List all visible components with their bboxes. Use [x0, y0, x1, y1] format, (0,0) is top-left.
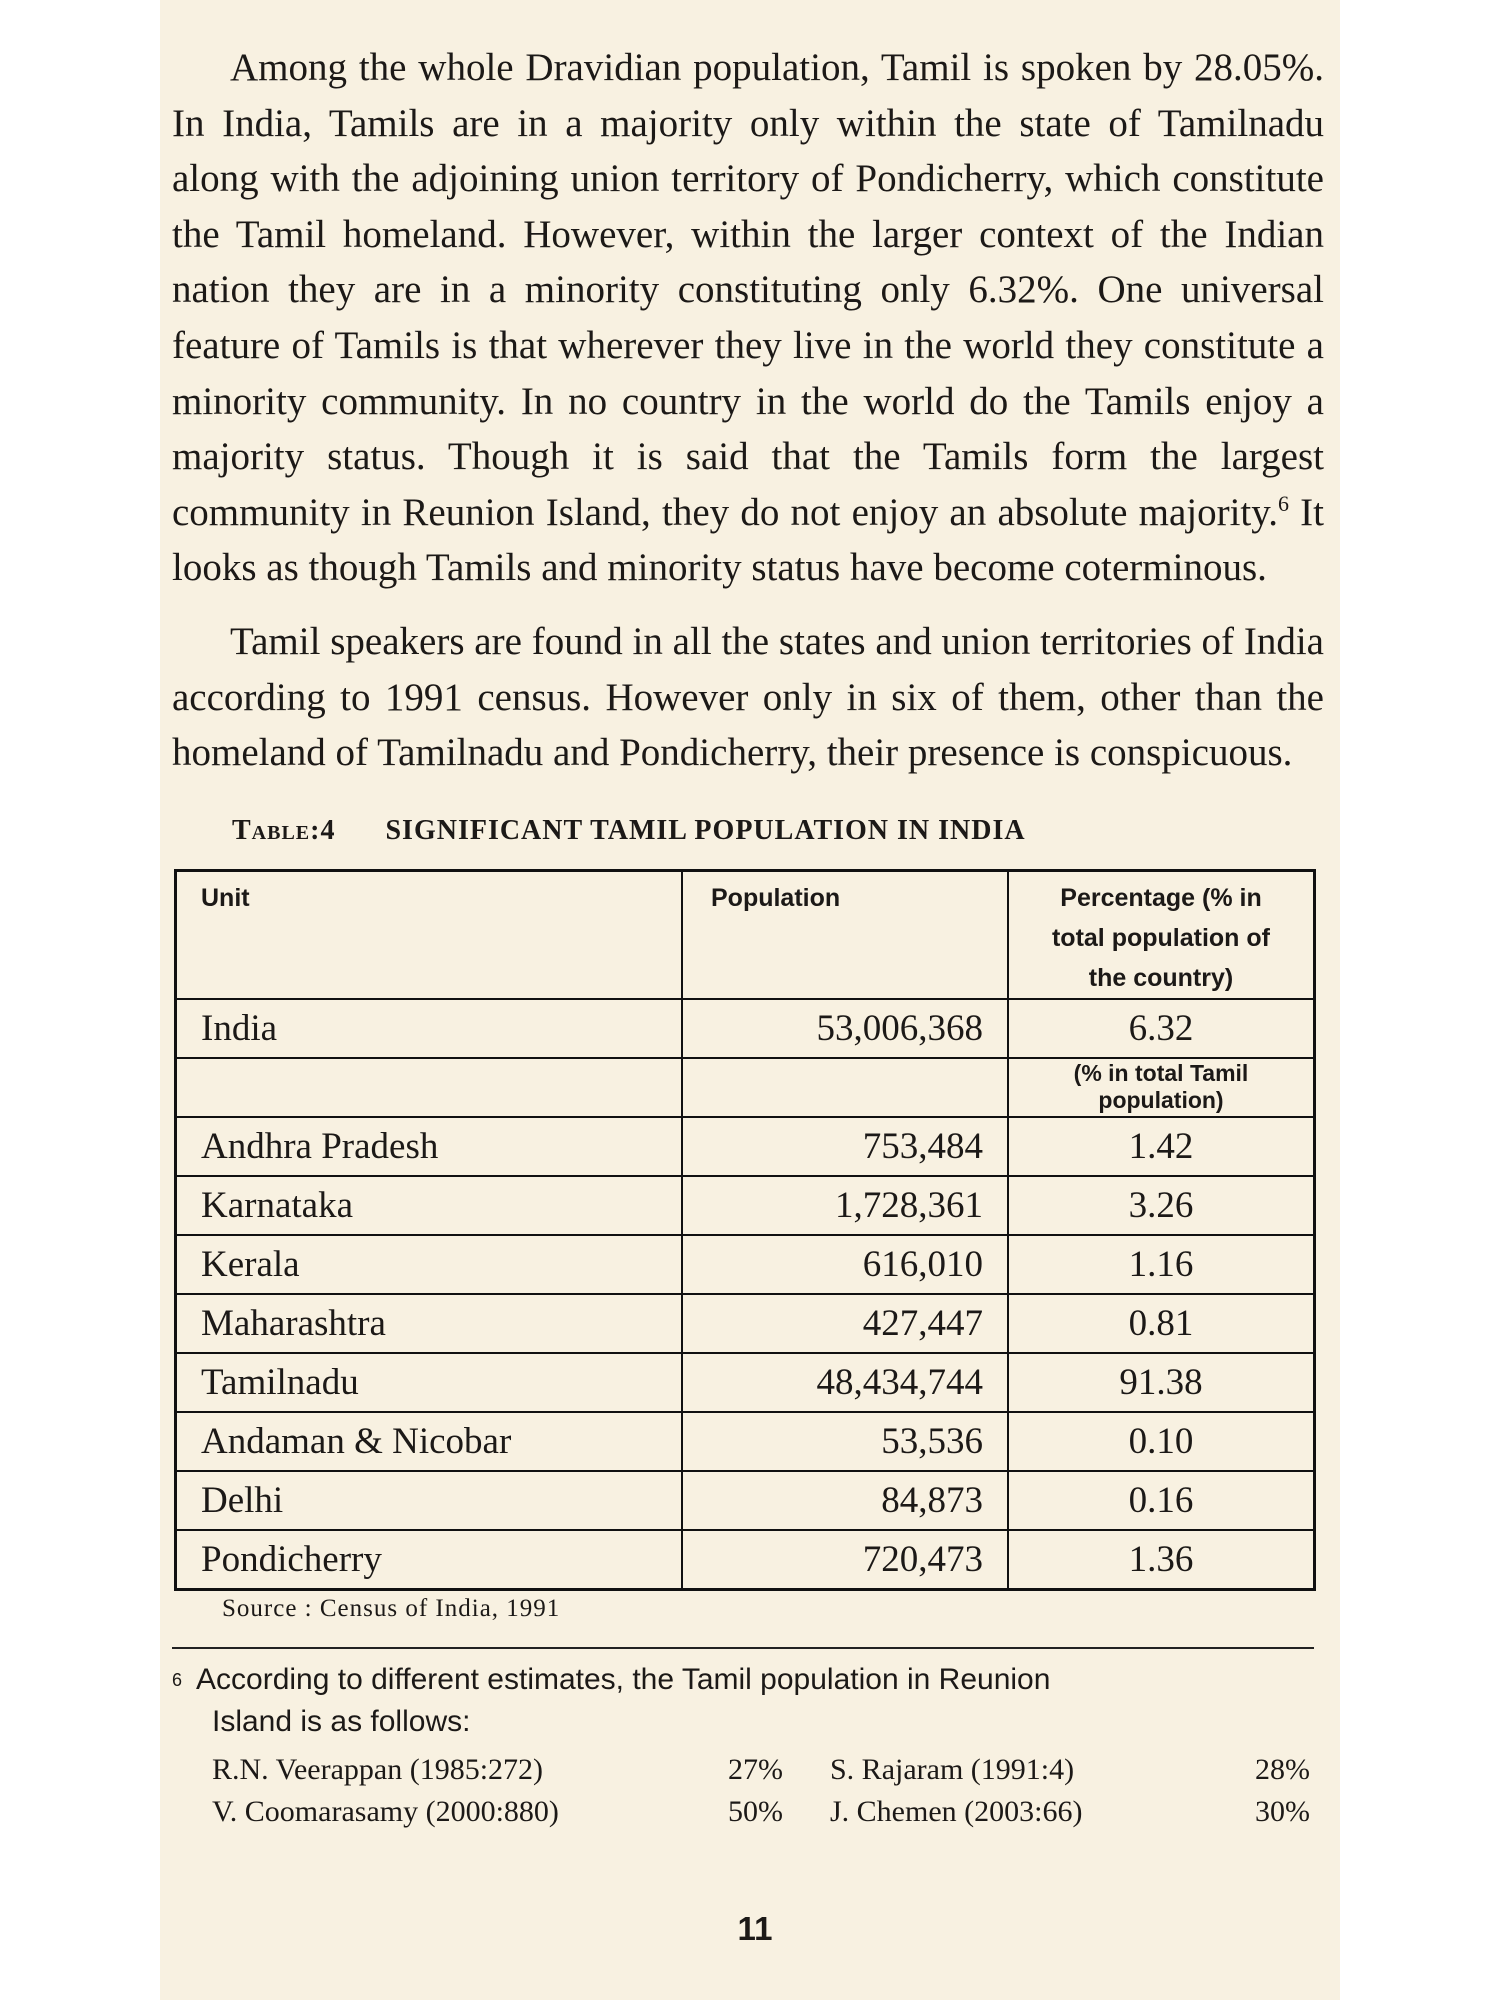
- estimate-source: S. Rajaram (1991:4): [830, 1752, 1075, 1786]
- cell-unit: India: [176, 999, 683, 1058]
- cell-percentage: 1.16: [1008, 1235, 1315, 1294]
- cell-percentage: 1.42: [1008, 1117, 1315, 1176]
- cell-unit: Maharashtra: [176, 1294, 683, 1353]
- page-body: [172, 40, 1324, 1833]
- estimates-list: [172, 1749, 1324, 1833]
- table-header-row: [176, 870, 1315, 999]
- cell-percentage: 3.26: [1008, 1176, 1315, 1235]
- cell-population: 53,006,368: [682, 999, 1008, 1058]
- cell-population: 48,434,744: [682, 1353, 1008, 1412]
- table-row: [176, 1117, 1315, 1176]
- estimate-source: V. Coomarasamy (2000:880): [212, 1794, 559, 1828]
- cell-percentage: 6.32: [1008, 999, 1315, 1058]
- estimate-value: 27%: [728, 1752, 783, 1786]
- cell-percentage: 91.38: [1008, 1353, 1315, 1412]
- footnote: [172, 1659, 1324, 1743]
- cell-population: 427,447: [682, 1294, 1008, 1353]
- paragraph-2: Tamil speakers are found in all the states and union territories of India according to 1991 census. However only in six of them, other than the homeland of Tamilnadu and Pondicherry, their presence is conspicuous.: [172, 619, 1324, 775]
- header-unit: Unit: [176, 870, 683, 999]
- table-row: [176, 1412, 1315, 1471]
- table-subheader-row: [176, 1058, 1315, 1117]
- table-row: [176, 1235, 1315, 1294]
- table-row-india: [176, 999, 1315, 1058]
- cell-unit: Andaman & Nicobar: [176, 1412, 683, 1471]
- cell-unit: Kerala: [176, 1235, 683, 1294]
- footnote-line-2: Island is as follows:: [212, 1704, 471, 1738]
- table-row: [176, 1471, 1315, 1530]
- header-percentage: Percentage (% in total population of the country): [1008, 870, 1315, 999]
- subheader-tamil-share: (% in total Tamil population): [1008, 1058, 1315, 1117]
- estimate-value: 50%: [728, 1794, 783, 1828]
- estimate-source: R.N. Veerappan (1985:272): [212, 1752, 544, 1786]
- page-number: 11: [737, 1910, 773, 1947]
- estimate-value: 30%: [1255, 1794, 1310, 1828]
- paragraph-1: Among the whole Dravidian population, Tamil is spoken by 28.05%. In India, Tamils are in a majority only within the state of Tamilnadu along with the adjoining union territory of Pondicherry, which constitute the Tamil homeland. However, within the larger context of the Indian nation they are in a minority constituting only 6.32%. One universal feature of Tamils is that wherever they live in the world they constitute a minority community. In no country in the world do the Tamils enjoy a majority status. Though it is said that the Tamils form the largest community in Reunion Island, they do not enjoy an absolute majority.$^6$ It looks as though Tamils and minority status have become coterminous.: [172, 46, 1325, 590]
- cell-percentage: 0.16: [1008, 1471, 1315, 1530]
- header-population: Population: [682, 870, 1008, 999]
- cell-unit: Andhra Pradesh: [176, 1117, 683, 1176]
- footnote-ref: 6: [1277, 490, 1289, 516]
- footnote-marker: 6: [172, 1669, 183, 1690]
- cell-population: 84,873: [682, 1471, 1008, 1530]
- cell-unit: Pondicherry: [176, 1530, 683, 1590]
- cell-percentage: 0.81: [1008, 1294, 1315, 1353]
- cell-unit: Tamilnadu: [176, 1353, 683, 1412]
- table-source: Source : Census of India, 1991: [222, 1594, 561, 1622]
- table-title: SIGNIFICANT TAMIL POPULATION IN INDIA: [385, 814, 1026, 846]
- cell-percentage: 1.36: [1008, 1530, 1315, 1590]
- cell-unit: Delhi: [176, 1471, 683, 1530]
- table-row: [176, 1294, 1315, 1353]
- estimate-row: [172, 1749, 1324, 1791]
- cell-percentage: 0.10: [1008, 1412, 1315, 1471]
- cell-population: 753,484: [682, 1117, 1008, 1176]
- footnote-divider: [172, 1647, 1314, 1649]
- cell-population: 616,010: [682, 1235, 1008, 1294]
- cell-population: 720,473: [682, 1530, 1008, 1590]
- footnote-line-1: According to different estimates, the Tamil population in Reunion: [196, 1662, 1051, 1696]
- table-row: [176, 1353, 1315, 1412]
- table-row: [176, 1176, 1315, 1235]
- estimate-value: 28%: [1255, 1752, 1310, 1786]
- table-row: [176, 1530, 1315, 1590]
- table-caption: [232, 809, 1324, 853]
- cell-population: 53,536: [682, 1412, 1008, 1471]
- table-label: Table:4: [232, 814, 336, 846]
- estimate-row: [172, 1791, 1324, 1833]
- cell-population: 1,728,361: [682, 1176, 1008, 1235]
- cell-unit: Karnataka: [176, 1176, 683, 1235]
- population-table: [174, 869, 1316, 1591]
- estimate-source: J. Chemen (2003:66): [830, 1794, 1083, 1828]
